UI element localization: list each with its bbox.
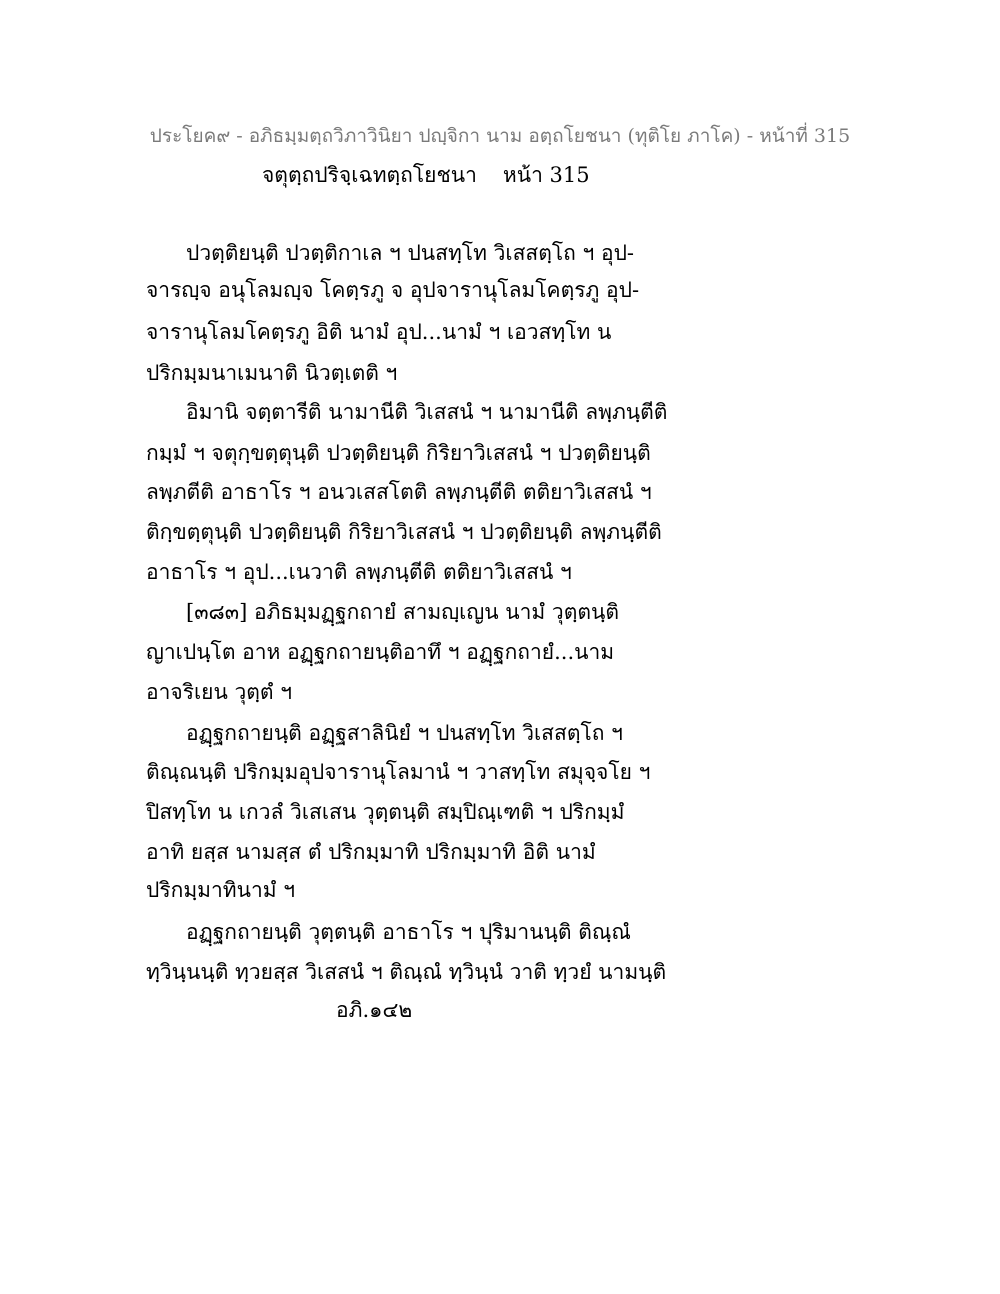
text-line: ทฺวินฺนนฺติ ทฺวยสฺส วิเสสนํ ฯ ติณฺณํ ทฺวินฺนํ วาติ ทฺวยํ นามนฺติ bbox=[146, 960, 667, 984]
section-title-name: จตุตฺถปริจฺเฉทตฺถโยชนา bbox=[262, 163, 477, 187]
text-line: จารานุโลมโคตฺรภู อิติ นามํ อุป...นามํ ฯ เอวสทฺโท น bbox=[146, 320, 612, 344]
section-title-page: หน้า 315 bbox=[502, 163, 590, 187]
text-line: ติกฺขตฺตุนฺติ ปวตฺติยนฺติ กิริยาวิเสสนํ ฯ ปวตฺติยนฺติ ลพฺภนฺตีติ bbox=[146, 520, 662, 544]
text-line: [๓๘๓] อภิธมฺมฏฺฐกถายํ สามญฺเญน นามํ วุตฺตนฺติ bbox=[186, 600, 619, 624]
text-line: ปิสทฺโท น เกวลํ วิเสเสน วุตฺตนฺติ สมฺปิณฺเฑติ ฯ ปริกมฺมํ bbox=[146, 800, 625, 824]
text-line: อิมานิ จตฺตารีติ นามานีติ วิเสสนํ ฯ นามานีติ ลพฺภนฺตีติ bbox=[186, 400, 668, 424]
text-line: ปวตฺติยนฺติ ปวตฺติกาเล ฯ ปนสทฺโท วิเสสตฺโถ ฯ อุป- bbox=[186, 241, 635, 265]
text-line: ปริกมฺมาทินามํ ฯ bbox=[146, 878, 296, 902]
text-line: ญาเปนฺโต อาห อฏฺฐกถายนฺติอาทึ ฯ อฏฺฐกถายํ...นาม bbox=[146, 640, 615, 664]
section-title bbox=[262, 160, 590, 190]
running-header: ประโยค๙ - อภิธมฺมตฺถวิภาวินิยา ปญฺจิกา นาม อตฺถโยชนา (ทุติโย ภาโค) - หน้าที่ 315 bbox=[149, 125, 851, 147]
text-line: ลพฺภตีติ อาธาโร ฯ อนวเสสโตติ ลพฺภนฺตีติ ตติยาวิเสสนํ ฯ bbox=[146, 480, 652, 504]
page-code: อภิ.๑๔๒ bbox=[336, 998, 413, 1022]
text-line: กมฺมํ ฯ จตุกฺขตฺตุนฺติ ปวตฺติยนฺติ กิริยาวิเสสนํ ฯ ปวตฺติยนฺติ bbox=[146, 441, 651, 465]
text-line: อาธาโร ฯ อุป...เนวาติ ลพฺภนฺตีติ ตติยาวิเสสนํ ฯ bbox=[146, 560, 572, 584]
text-line: ติณฺณนฺติ ปริกมฺมอุปจารานุโลมานํ ฯ วาสทฺโท สมุจฺจโย ฯ bbox=[146, 760, 651, 784]
text-line: อฏฺฐกถายนฺติ อฏฺฐสาลินิยํ ฯ ปนสทฺโท วิเสสตฺโถ ฯ bbox=[186, 721, 623, 745]
text-line: ปริกมฺมนาเมนาติ นิวตฺเตติ ฯ bbox=[146, 361, 398, 385]
text-line: อาทิ ยสฺส นามสฺส ตํ ปริกมฺมาทิ ปริกมฺมาทิ อิติ นามํ bbox=[146, 840, 596, 864]
text-line: อฏฺฐกถายนฺติ วุตฺตนฺติ อาธาโร ฯ ปุริมานนฺติ ติณฺณํ bbox=[186, 920, 631, 944]
text-line: อาจริเยน วุตฺตํ ฯ bbox=[146, 680, 293, 704]
text-line: จารญฺจ อนุโลมญฺจ โคตฺรภู จ อุปจารานุโลมโคตฺรภู อุป- bbox=[146, 278, 640, 302]
